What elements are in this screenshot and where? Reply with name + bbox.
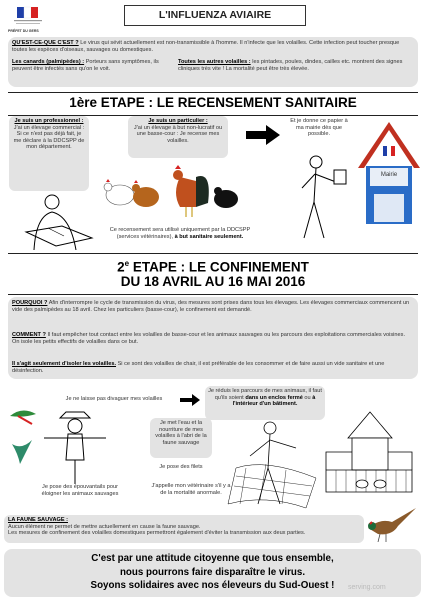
comment-text: Il faut empêcher tout contact entre les volailles de basse-cour et les animaux sauvages ou les parcours des exploitations commerciales voisines. [47, 332, 405, 338]
faune-block [8, 517, 362, 537]
comment-label: COMMENT ? [12, 332, 46, 338]
intro-question [12, 40, 412, 53]
stage2-title-sup: e [124, 259, 130, 268]
pro-label: Je suis un professionnel : [14, 118, 84, 124]
recensement-note [100, 227, 260, 240]
comment-block [12, 332, 412, 345]
person-writing-illustration [12, 192, 104, 250]
stage2-title [8, 256, 418, 276]
reduis-a: Je réduis les parcours de mes animaux, il faut qu'ils soient [208, 388, 322, 401]
isoler-block [12, 361, 412, 374]
canards-label: Les canards (palmipèdes) : [12, 59, 85, 65]
epouvantails-text: Je pose des épouvantails pour éloigner les animaux sauvages [41, 484, 119, 497]
watermark: serving.com [348, 584, 386, 591]
pourquoi-label: POURQUOI ? [12, 300, 48, 306]
stage2-title-num: 2 [117, 259, 125, 275]
footer-line3: Soyons solidaires avec nos éleveurs du Sud-Ouest ! [90, 580, 335, 591]
eau-text: Je met l'eau et la nourriture de mes volailles à l'abri de la faune sauvage [155, 420, 207, 446]
stage2-dates: DU 18 AVRIL AU 16 MAI 2016 [120, 274, 306, 289]
filets-text: Je pose des filets [159, 464, 203, 470]
parrot-illustration [8, 406, 38, 426]
part-block [130, 118, 226, 144]
person-net-illustration [226, 418, 326, 510]
mairie-house-icon [356, 116, 422, 228]
isoler-text: Si ce sont des volailles de chair, il est préférable de les consommer et de faire aussi un vide sanitaire et une désinfection. [12, 361, 385, 374]
pro-text: J'ai un élevage commercial : Si ce n'est pas déjà fait, je me déclare à la DDCSPP de mon département. [13, 124, 85, 151]
intro-autres [178, 59, 413, 72]
chickens-illustration [100, 163, 240, 223]
autres-text: les pintades, poules, dindes, cailles etc. montrent des signes cliniques très vite ! La mortalité peut être très élevée. [178, 59, 403, 72]
coop-enclosure-illustration [322, 408, 416, 500]
footer-line2: nous pourrons faire disparaître le virus. [119, 566, 306, 578]
arrow-right-small-icon [180, 394, 200, 406]
footer-line1: C'est par une attitude citoyenne que tous ensemble, [91, 553, 334, 564]
intro-question-label: QU'EST-CE-QUE C'EST ? [12, 40, 79, 46]
stage2-title-rest: ETAPE : LE CONFINEMENT [129, 259, 309, 275]
note-bold: à but sanitaire seulement. [174, 233, 244, 240]
isole-text: On isole les petits effectifs de volailles dans ce but. [12, 338, 139, 345]
part-label: Je suis un particulier : [148, 118, 208, 124]
intro-canards [12, 59, 167, 72]
reduis-b: dans un enclos fermé [245, 394, 303, 401]
donne-text: Et je donne ce papier à ma mairie dès que possible. [290, 118, 348, 138]
pourquoi-block [12, 300, 412, 313]
page-title: L'INFLUENZA AVIAIRE [158, 9, 272, 21]
part-text: J'ai un élevage à but non-lucratif ou une basse-cour : Je recense mes volailles. [133, 124, 223, 144]
mairie-label: Mairie [380, 172, 398, 178]
reduis-block [207, 388, 323, 408]
autres-label: Toutes les autres volailles : [178, 59, 251, 65]
note-text: Ce recensement sera utilisé uniquement par la DDCSPP (services vétérinaires), [109, 227, 251, 240]
stage1-title: 1ère ETAPE : LE RECENSEMENT SANITAIRE [69, 95, 357, 110]
reduis-d: à l'intérieur d'un bâtiment. [232, 394, 316, 408]
pourquoi-text: Afin d'interrompre le cycle de transmission du virus, des mesures sont prises dans tous les élevages. Les élevages commerciaux commencent un vide des palmipèdes au 18 avril. Chez les particuliers (basse-cour), le confinement est demandé. [12, 300, 410, 313]
canards-text: Porteurs sans symptômes, ils peuvent être infectés sans qu'on le voit. [12, 59, 159, 72]
arrow-right-icon [246, 125, 280, 145]
faune-line1: Aucun élément ne permet de mettre actuellement en cause la faune sauvage. [8, 523, 201, 530]
faune-line2: Les mesures de confinement des volailles domestiques permettront également d'éviter la transmission aux deux parties. [8, 530, 306, 537]
prefecture-logo [8, 6, 48, 36]
logo-caption: PRÉFET DU GERS [8, 29, 39, 33]
person-carrying-paper-illustration [290, 152, 350, 244]
faune-label: LA FAUNE SAUVAGE : [8, 517, 68, 523]
veterinaire-text: J'appelle mon vétérinaire s'il y a de la mortalité anormale. [151, 483, 231, 496]
pro-block [12, 118, 86, 151]
scarecrow-illustration [40, 410, 110, 484]
isoler-label: Il s'agit seulement d'isoler les volailles. [12, 361, 117, 367]
title-box [124, 5, 306, 26]
pheasant-illustration [364, 504, 420, 542]
divaguer-text: Je ne laisse pas divaguer mes volailles [65, 396, 163, 402]
intro-question-text: Le virus qui sévit actuellement est non-transmissible à l'homme. Il n'infecte que les volailles. Cette infection peut toucher presque toutes les espèces d'oiseaux, sauvages ou domestiques. [12, 40, 400, 53]
reduis-c: ou [304, 394, 311, 401]
bird-flying-illustration [10, 438, 36, 466]
